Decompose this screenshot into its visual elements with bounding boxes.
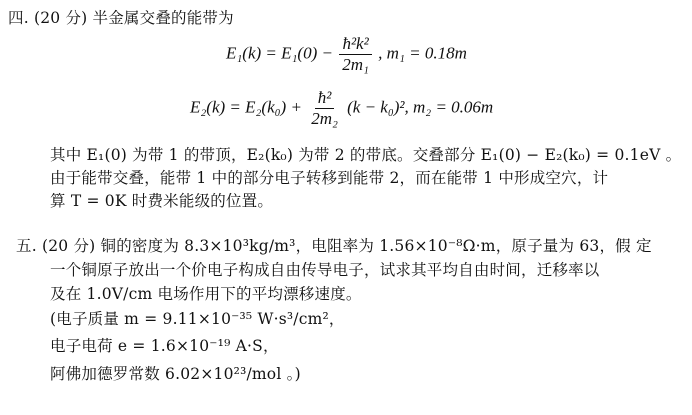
problem-5-line-6: 阿佛加德罗常数 6.02×10²³/mol 。): [50, 365, 301, 383]
equation-e2: [190, 88, 493, 129]
problem-5-line-2: 一个铜原子放出一个价电子构成自由传导电子，试求其平均自由时间，迁移率以: [50, 261, 600, 279]
problem-5-line-5: 电子电荷 e = 1.6×10⁻¹⁹ A·S，: [50, 337, 279, 355]
equation-e1-rhs: , m₁ = 0.18m: [378, 43, 467, 63]
equation-e2-denominator: 2m₂: [311, 109, 338, 128]
equation-e2-numerator: ħ²: [315, 88, 335, 109]
equation-e1-lhs: E₁(k) = E₁(0) −: [226, 43, 333, 63]
problem-4-line-1: 其中 E₁(0) 为带 1 的带顶，E₂(k₀) 为带 2 的带底。交叠部分 E₁(0) − E₂(k₀) = 0.1eV 。: [50, 146, 682, 164]
problem-4-line-2: 由于能带交叠，能带 1 中的部分电子转移到能带 2，而在能带 1 中形成空穴，计: [50, 169, 609, 187]
equation-e1: [226, 34, 467, 75]
problem-5-line-1: 五. (20 分) 铜的密度为 8.3×10³kg/m³，电阻率为 1.56×10⁻⁸Ω·m，原子量为 63，假 定: [16, 237, 652, 255]
equation-e1-fraction: [339, 34, 372, 75]
problem-5-line-3: 及在 1.0V/cm 电场作用下的平均漂移速度。: [50, 285, 362, 303]
problem-4-heading: 四. (20 分) 半金属交叠的能带为: [8, 9, 234, 27]
equation-e1-numerator: ħ²k²: [339, 34, 371, 55]
equation-e2-rhs: (k − k₀)², m₂ = 0.06m: [347, 97, 494, 117]
problem-5-line-4: (电子质量 m = 9.11×10⁻³⁵ W·s³/cm²，: [50, 310, 345, 328]
equation-e2-lhs: E₂(k) = E₂(k₀) +: [190, 97, 302, 117]
equation-e1-denominator: 2m₁: [342, 55, 369, 74]
equation-e2-fraction: [308, 88, 341, 129]
problem-4-line-3: 算 T = 0K 时费米能级的位置。: [50, 192, 274, 210]
